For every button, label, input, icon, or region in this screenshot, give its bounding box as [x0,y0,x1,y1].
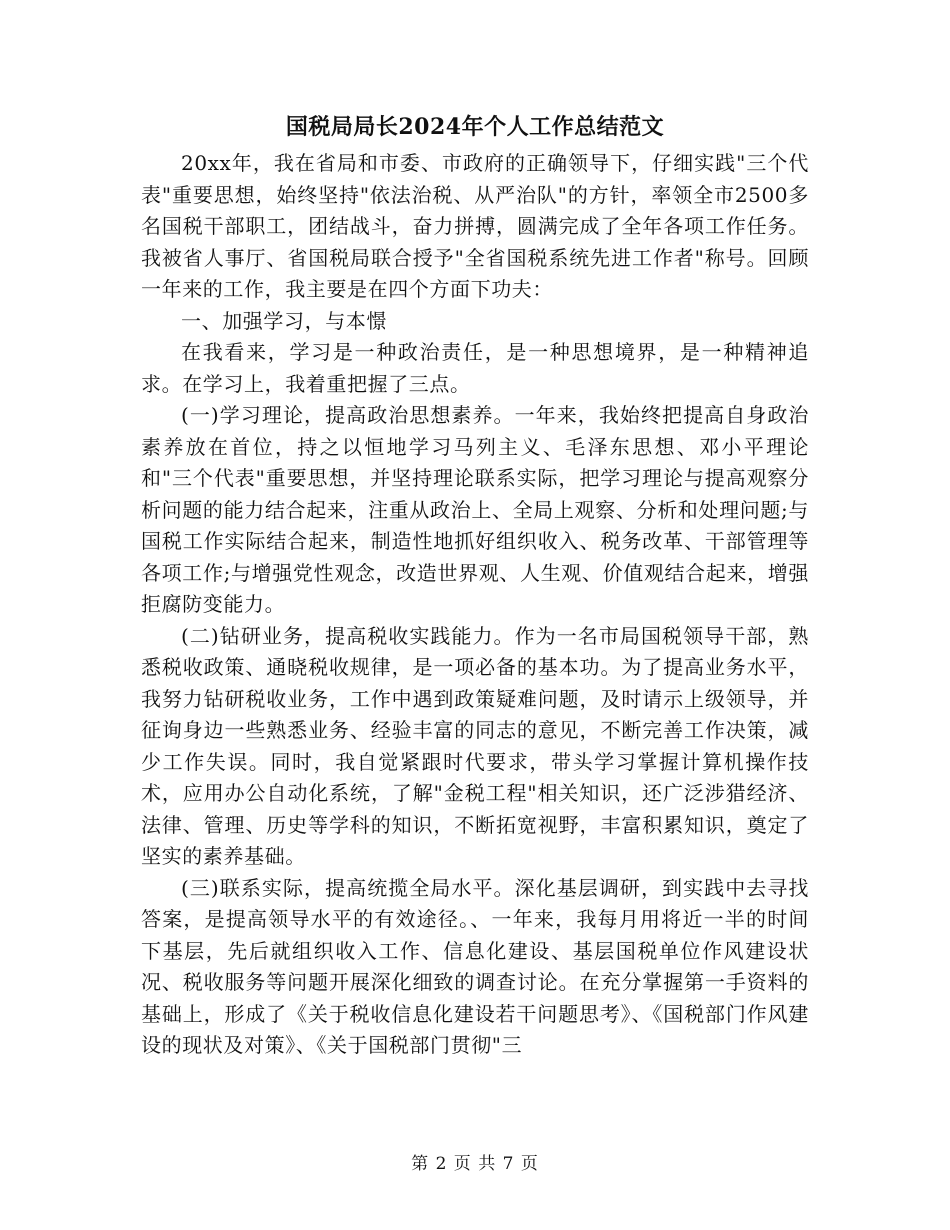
paragraph-intro: 20xx年，我在省局和市委、市政府的正确领导下，仔细实践"三个代表"重要思想，始终坚持"依法治税、从严治队"的方针，率领全市2500多名国税干部职工，团结战斗，奋力拼搏，圆满完成了全年各项工作任务。我被省人事厅、省国税局联合授予"全省国税系统先进工作者"称号。回顾一年来的工作，我主要是在四个方面下功夫： [141,151,809,301]
paragraph-practice: (三)联系实际，提高统揽全局水平。深化基层调研，到实践中去寻找答案，是提高领导水平的有效途径。、一年来，我每月用将近一半的时间下基层，先后就组织收入工作、信息化建设、基层国税单位作风建设状况、税收服务等问题开展深化细致的调查讨论。在充分掌握第一手资料的基础上，形成了《关于税收信息化建设若干问题思考》、《国税部门作风建设的现状及对策》、《关于国税部门贯彻"三 [141,875,809,1057]
section-heading-1: 一、加强学习，与本憬 [181,308,387,333]
paragraph-study: 在我看来，学习是一种政治责任，是一种思想境界，是一种精神追求。在学习上，我着重把握了三点。 [141,340,809,396]
paragraph-theory: (一)学习理论，提高政治思想素养。一年来，我始终把提高自身政治素养放在首位，持之以恒地学习马列主义、毛泽东思想、邓小平理论和"三个代表"重要思想，并坚持理论联系实际，把学习理论与提高观察分析问题的能力结合起来，注重从政治上、全局上观察、分析和处理问题;与国税工作实际结合起来，制造性地抓好组织收入、税务改革、干部管理等各项工作;与增强党性观念，改造世界观、人生观、价值观结合起来，增强拒腐防变能力。 [141,403,809,616]
document-title: 国税局局长2024年个人工作总结范文 [285,114,665,140]
document-body [141,148,809,1062]
page-number-footer: 第 2 页 共 7 页 [411,1154,539,1174]
paragraph-business: (二)钻研业务，提高税收实践能力。作为一名市局国税领导干部，熟悉税收政策、通晓税收规律，是一项必备的基本功。为了提高业务水平，我努力钻研税收业务，工作中遇到政策疑难问题，及时请示上级领导，并征询身边一些熟悉业务、经验丰富的同志的意见，不断完善工作决策，减少工作失误。同时，我自觉紧跟时代要求，带头学习掌握计算机操作技术，应用办公自动化系统，了解"金税工程"相关知识，还广泛涉猎经济、法律、管理、历史等学科的知识，不断拓宽视野，丰富积累知识，奠定了坚实的素养基础。 [141,623,809,868]
